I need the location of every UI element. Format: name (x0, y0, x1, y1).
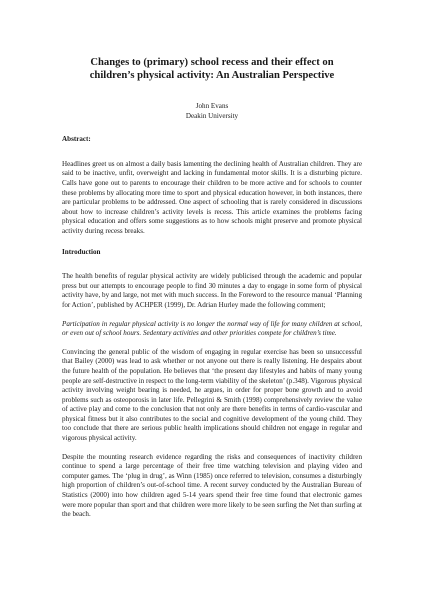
title-line-1: Changes to (primary) school recess and their effect on (90, 57, 334, 68)
block-quote: Participation in regular physical activity is no longer the normal way of life for many children at school, or even out of school hours. Sedentary activities and other priorities compete for children’s time. (62, 319, 362, 338)
author-block (62, 102, 362, 121)
title-line-2: children’s physical activity: An Australian Perspective (89, 70, 335, 82)
intro-paragraph-1: The health benefits of regular physical activity are widely publicised through the academic and popular press but our attempts to encourage people to find 30 minutes a day to engage in some form of physical activity have, by and large, not met with much success. In the Foreword to the resource manual ‘Planning for Action’, published by ACHPER (1999), Dr. Adrian Hurley made the following comment; (62, 272, 362, 309)
author-affiliation: Deakin University (185, 111, 239, 120)
paper-title (62, 56, 362, 82)
author-name: John Evans (195, 102, 229, 111)
abstract-text: Headlines greet us on almost a daily basis lamenting the declining health of Australian children. They are said to be inactive, unfit, overweight and lacking in fundamental motor skills. It is a disturbing picture. Calls have gone out to parents to encourage their children to be more active and for schools to counter these problems by allocating more time to sport and physical education however, in both instances, there are particular problems to be addressed. One aspect of schooling that is rarely considered in discussions about how to increase children’s activity levels is recess. This article examines the problems facing physical education and offers some suggestions as to how schools might preserve and promote physical activity during recess breaks. (62, 159, 362, 235)
intro-paragraph-2: Convincing the general public of the wisdom of engaging in regular exercise has been so unsuccessful that Bailey (2000) was lead to ask whether or not anyone out there is really listening. He despairs about the future health of the population. He believes that ‘the present day lifestyles and habits of many young people are self-destructive in respect to the long-term viability of the skeleton’ (p.348). Vigorous physical activity involving weight bearing is needed, he argues, in order for proper bone growth and to avoid problems such as osteoporosis in later life. Pellegrini & Smith (1998) comprehensively review the value of active play and come to the conclusion that not only are there benefits in terms of cardio-vascular and physical fitness but it also contributes to the social and cognitive development of the young child. They too conclude that there are serious public health implications should children not engage in regular and vigorous physical activity. (62, 347, 362, 443)
abstract-heading: Abstract: (62, 135, 91, 144)
intro-paragraph-3: Despite the mounting research evidence regarding the risks and consequences of inactivity children continue to spend a large percentage of their free time watching television and playing video and computer games. The ‘plug in drug’, as Winn (1985) once referred to television, consumes a disturbingly high proportion of children’s out-of-school time. A recent survey conducted by the Australian Bureau of Statistics (2000) into how children aged 5-14 years spend their free time found that electronic games were more popular than sport and that children were more likely to be seen surfing the Net than surfing at the beach. (62, 452, 363, 519)
introduction-heading: Introduction (62, 247, 101, 256)
